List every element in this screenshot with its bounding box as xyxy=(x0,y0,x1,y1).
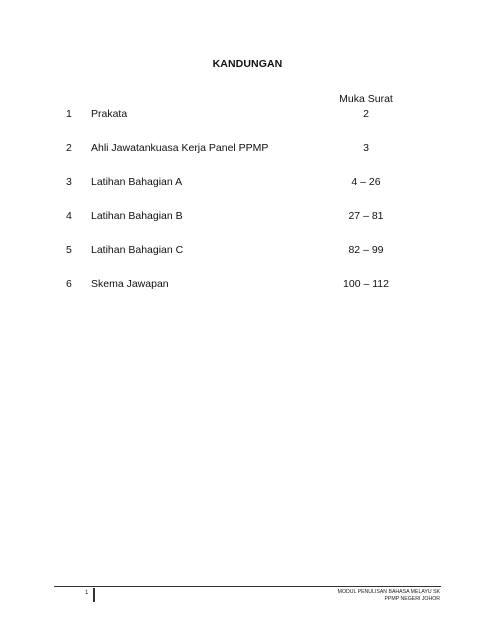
table-of-contents xyxy=(0,108,495,312)
toc-pages: 4 – 26 xyxy=(351,176,381,188)
toc-pages: 82 – 99 xyxy=(348,244,384,256)
footer-rule xyxy=(54,586,441,587)
footer-organization: PPMP NEGERI JOHOR xyxy=(384,596,440,602)
toc-title: Skema Jawapan xyxy=(91,278,169,290)
footer-module-title: MODUL PENULISAN BAHASA MELAYU SK xyxy=(337,589,440,595)
toc-pages: 27 – 81 xyxy=(348,210,384,222)
footer-module-info xyxy=(338,589,440,603)
toc-pages: 3 xyxy=(363,142,369,154)
toc-row xyxy=(0,108,495,142)
footer-separator xyxy=(93,588,95,602)
toc-title: Prakata xyxy=(91,108,128,120)
toc-pages: 2 xyxy=(363,108,369,120)
toc-number: 2 xyxy=(66,142,72,154)
toc-title: Latihan Bahagian C xyxy=(91,244,184,256)
toc-row xyxy=(0,176,495,210)
footer-page-number: 1 xyxy=(85,590,89,596)
toc-title: Latihan Bahagian B xyxy=(91,210,183,222)
toc-number: 6 xyxy=(66,278,72,290)
toc-row xyxy=(0,244,495,278)
toc-number: 5 xyxy=(66,244,72,256)
toc-pages: 100 – 112 xyxy=(343,278,389,290)
toc-number: 1 xyxy=(66,108,72,120)
toc-title: Ahli Jawatankuasa Kerja Panel PPMP xyxy=(91,142,269,154)
toc-number: 3 xyxy=(66,176,72,188)
toc-row xyxy=(0,278,495,312)
page-column-header: Muka Surat xyxy=(339,93,393,105)
toc-row xyxy=(0,210,495,244)
toc-title: Latihan Bahagian A xyxy=(91,176,183,188)
toc-row xyxy=(0,142,495,176)
page-title: KANDUNGAN xyxy=(212,58,283,70)
toc-number: 4 xyxy=(66,210,72,222)
